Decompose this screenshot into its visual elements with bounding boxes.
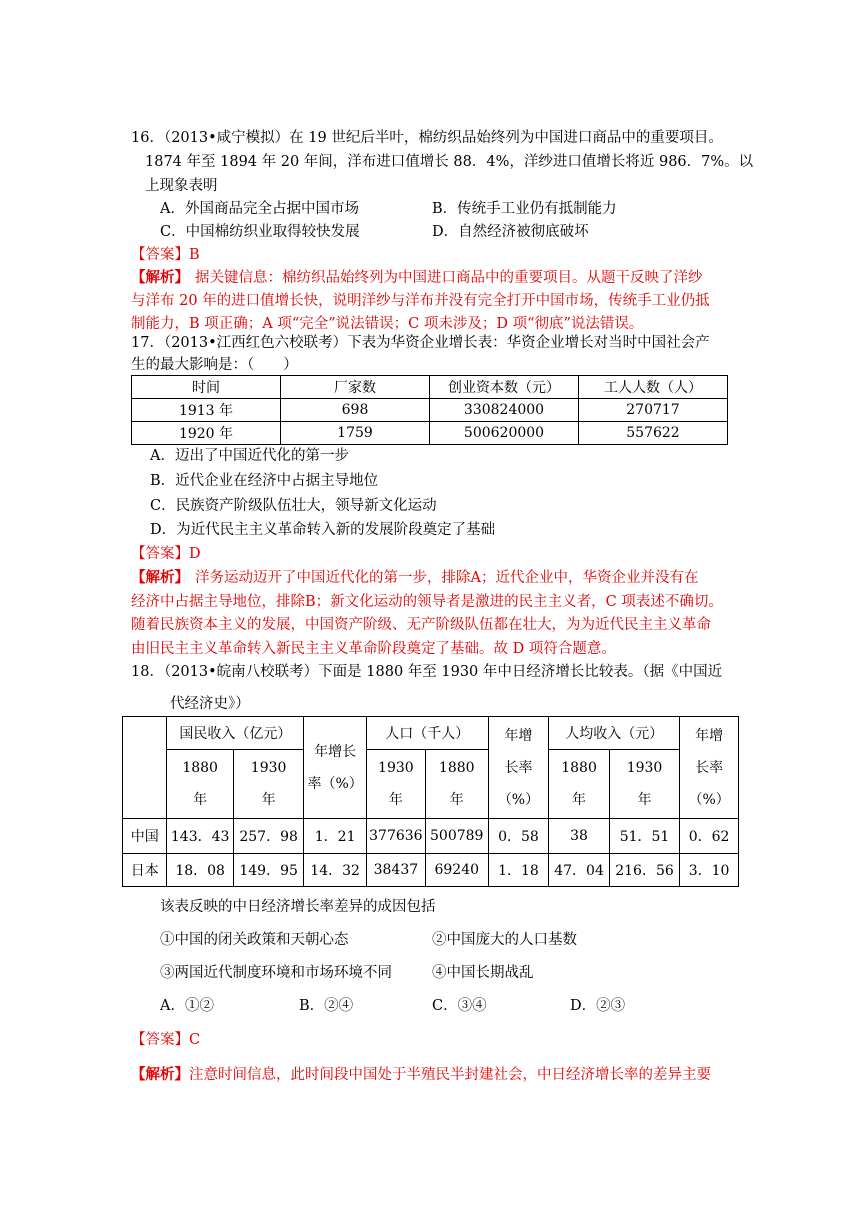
- table-header-rate3-a: 年增: [695, 727, 724, 744]
- q17-option-d: D．为近代民主主义革命转入新的发展阶段奠定了基础: [150, 522, 496, 538]
- table-header-rate1-a: 年增长: [314, 743, 357, 760]
- q17-explanation-line2: 经济中占据主导地位，排除B；新文化运动的领导者是激进的民主主义者，C 项表述不确切。: [131, 594, 723, 610]
- table-cell: 143．43: [167, 819, 234, 854]
- table-cell: 330824000: [430, 399, 579, 422]
- year-suffix: 年: [637, 792, 652, 808]
- year-suffix: 年: [261, 792, 276, 808]
- q18-item-1: ①中国的闭关政策和天朝心态: [160, 932, 349, 948]
- q18-explanation-text1: 注意时间信息，此时间段中国处于半殖民半封建社会，中日经济增长率的差异主要: [189, 1067, 711, 1083]
- table-year-cell: [366, 750, 425, 819]
- q18-table: [122, 716, 739, 887]
- q18-option-b: B．②④: [299, 998, 354, 1014]
- q17-option-b: B．近代企业在经济中占据主导地位: [150, 473, 379, 489]
- table-header-rate3-c: （%）: [688, 791, 730, 808]
- table-cell: 3．10: [680, 854, 739, 887]
- q18-item-3: ③两国近代制度环境和市场环境不同: [160, 965, 392, 981]
- table-row: [123, 819, 739, 854]
- table-cell: 377636: [366, 819, 425, 854]
- table-header-per-capita: 人均收入（元）: [549, 717, 680, 750]
- table-corner-cell: [123, 717, 167, 819]
- table-cell: 69240: [425, 854, 488, 887]
- table-cell: 698: [281, 399, 430, 422]
- table-header-rate3-b: 长率: [695, 759, 724, 776]
- q16-explanation-line2: 与洋布 20 年的进口值增长快，说明洋纱与洋布并没有完全打开中国市场，传统手工业仍抵: [131, 293, 710, 309]
- table-cell: 14．32: [304, 854, 367, 887]
- q16-explanation-label: 【解析】: [131, 269, 189, 286]
- q16-option-d: D．自然经济被彻底破坏: [432, 224, 589, 240]
- q17-explanation-line4: 由旧民主主义革命转入新民主主义革命阶段奠定了基础。故 D 项符合题意。: [131, 641, 616, 657]
- table-header-rate2: [488, 717, 549, 819]
- year-suffix: 年: [193, 792, 208, 808]
- q17-option-c: C．民族资产阶级队伍壮大，领导新文化运动: [150, 498, 437, 514]
- table-header-rate2-b: 长率: [504, 759, 533, 776]
- table-cell: 270717: [579, 399, 728, 422]
- table-header-cell: 时间: [132, 376, 281, 399]
- table-cell: 1．18: [488, 854, 549, 887]
- year-suffix: 年: [388, 792, 403, 808]
- q16-option-a: A．外国商品完全占据中国市场: [160, 201, 359, 217]
- table-cell: 1913 年: [132, 399, 281, 422]
- table-header-rate1-b: 率（%）: [307, 775, 363, 792]
- table-cell: 51．51: [609, 819, 679, 854]
- table-cell: 38437: [366, 854, 425, 887]
- q17-explanation-label: 【解析】: [131, 569, 189, 586]
- year-suffix: 年: [449, 792, 464, 808]
- q17-table: [131, 375, 728, 445]
- table-header-cell: 创业资本数（元）: [430, 376, 579, 399]
- table-row: [132, 422, 728, 445]
- q18-explanation-label: 【解析】: [131, 1066, 189, 1083]
- q17-stem-line2: 生的最大影响是：（ ）: [131, 357, 298, 373]
- table-year-cell: [425, 750, 488, 819]
- table-cell: 0．58: [488, 819, 549, 854]
- table-header-rate2-c: （%）: [497, 791, 540, 808]
- table-header-row: [132, 376, 728, 399]
- q18-option-d: D．②③: [570, 998, 626, 1014]
- table-header-row: [123, 750, 739, 819]
- q16-answer: 【答案】B: [131, 247, 200, 263]
- q17-explanation-line3: 随着民族资本主义的发展，中国资产阶级、无产阶级队伍都在壮大，为为近代民主主义革命: [131, 617, 711, 633]
- year-number: 1930: [626, 760, 663, 776]
- q17-stem-line1: 17．（2013•江西红色六校联考）下表为华资企业增长表：华资企业增长对当时中国社会产: [131, 335, 710, 351]
- table-cell: 557622: [579, 422, 728, 445]
- table-year-cell: [167, 750, 234, 819]
- q17-option-a: A．迈出了中国近代化的第一步: [150, 448, 349, 464]
- q18-item-2: ②中国庞大的人口基数: [432, 932, 577, 948]
- table-cell: 257．98: [233, 819, 303, 854]
- table-header-cell: 工人人数（人）: [579, 376, 728, 399]
- q16-option-c: C．中国棉纺织业取得较快发展: [160, 224, 360, 240]
- table-header-population: 人口（千人）: [366, 717, 488, 750]
- year-number: 1930: [378, 760, 414, 776]
- table-cell: 216．56: [609, 854, 679, 887]
- table-cell: 中国: [123, 819, 167, 854]
- q16-stem-line3: 上现象表明: [145, 178, 218, 194]
- q17-answer: 【答案】D: [131, 546, 201, 562]
- q18-option-c: C．③④: [432, 998, 487, 1014]
- table-row: [123, 854, 739, 887]
- q18-question-stem: 该表反映的中日经济增长率差异的成因包括: [160, 899, 436, 915]
- q18-option-a: A．①②: [160, 998, 214, 1014]
- table-year-cell: [609, 750, 679, 819]
- table-row: [132, 399, 728, 422]
- q17-explanation-text1: 洋务运动迈开了中国近代化的第一步，排除A；近代企业中，华资企业并没有在: [195, 570, 699, 586]
- table-header-rate1: [304, 717, 367, 819]
- year-number: 1880: [438, 760, 475, 776]
- table-year-cell: [549, 750, 610, 819]
- table-header-rate3: [680, 717, 739, 819]
- table-header-row: [123, 717, 739, 750]
- q16-explanation-text1: 据关键信息：棉纺织品始终列为中国进口商品中的重要项目。从题干反映了洋纱: [195, 270, 703, 286]
- q18-explanation-line1: [131, 1065, 711, 1085]
- table-header-cell: 厂家数: [281, 376, 430, 399]
- table-cell: 500620000: [430, 422, 579, 445]
- year-number: 1930: [250, 760, 287, 776]
- year-number: 1880: [182, 760, 218, 776]
- table-cell: 0．62: [680, 819, 739, 854]
- q16-stem-line2: 1874 年至 1894 年 20 年间，洋布进口值增长 88．4%，洋纱进口值增长将近 986．7%。以: [145, 154, 754, 170]
- q16-explanation-line3: 制能力，B 项正确；A 项“完全”说法错误；C 项未涉及；D 项“彻底”说法错误。: [131, 316, 644, 332]
- q16-stem-line1: 16．（2013•咸宁模拟）在 19 世纪后半叶，棉纺织品始终列为中国进口商品中的重要项目。: [131, 130, 723, 146]
- q18-stem-line1: 18．（2013•皖南八校联考）下面是 1880 年至 1930 年中日经济增长比较表。（据《中国近: [131, 664, 723, 680]
- q17-explanation-line1: [131, 568, 698, 588]
- table-year-cell: [233, 750, 303, 819]
- q16-option-b: B．传统手工业仍有抵制能力: [432, 201, 617, 217]
- year-number: 1880: [561, 760, 597, 776]
- table-cell: 日本: [123, 854, 167, 887]
- q18-item-4: ④中国长期战乱: [432, 965, 534, 981]
- table-cell: 1．21: [304, 819, 367, 854]
- table-cell: 1759: [281, 422, 430, 445]
- table-cell: 47．04: [549, 854, 610, 887]
- table-cell: 1920 年: [132, 422, 281, 445]
- table-cell: 18．08: [167, 854, 234, 887]
- year-suffix: 年: [572, 792, 587, 808]
- q18-stem-line2: 代经济史》）: [170, 696, 250, 712]
- table-cell: 38: [549, 819, 610, 854]
- table-header-rate2-a: 年增: [504, 727, 533, 744]
- table-header-income: 国民收入（亿元）: [167, 717, 304, 750]
- table-cell: 500789: [425, 819, 488, 854]
- table-cell: 149．95: [233, 854, 303, 887]
- q18-answer: 【答案】C: [131, 1032, 201, 1048]
- q16-explanation-line1: [131, 268, 703, 288]
